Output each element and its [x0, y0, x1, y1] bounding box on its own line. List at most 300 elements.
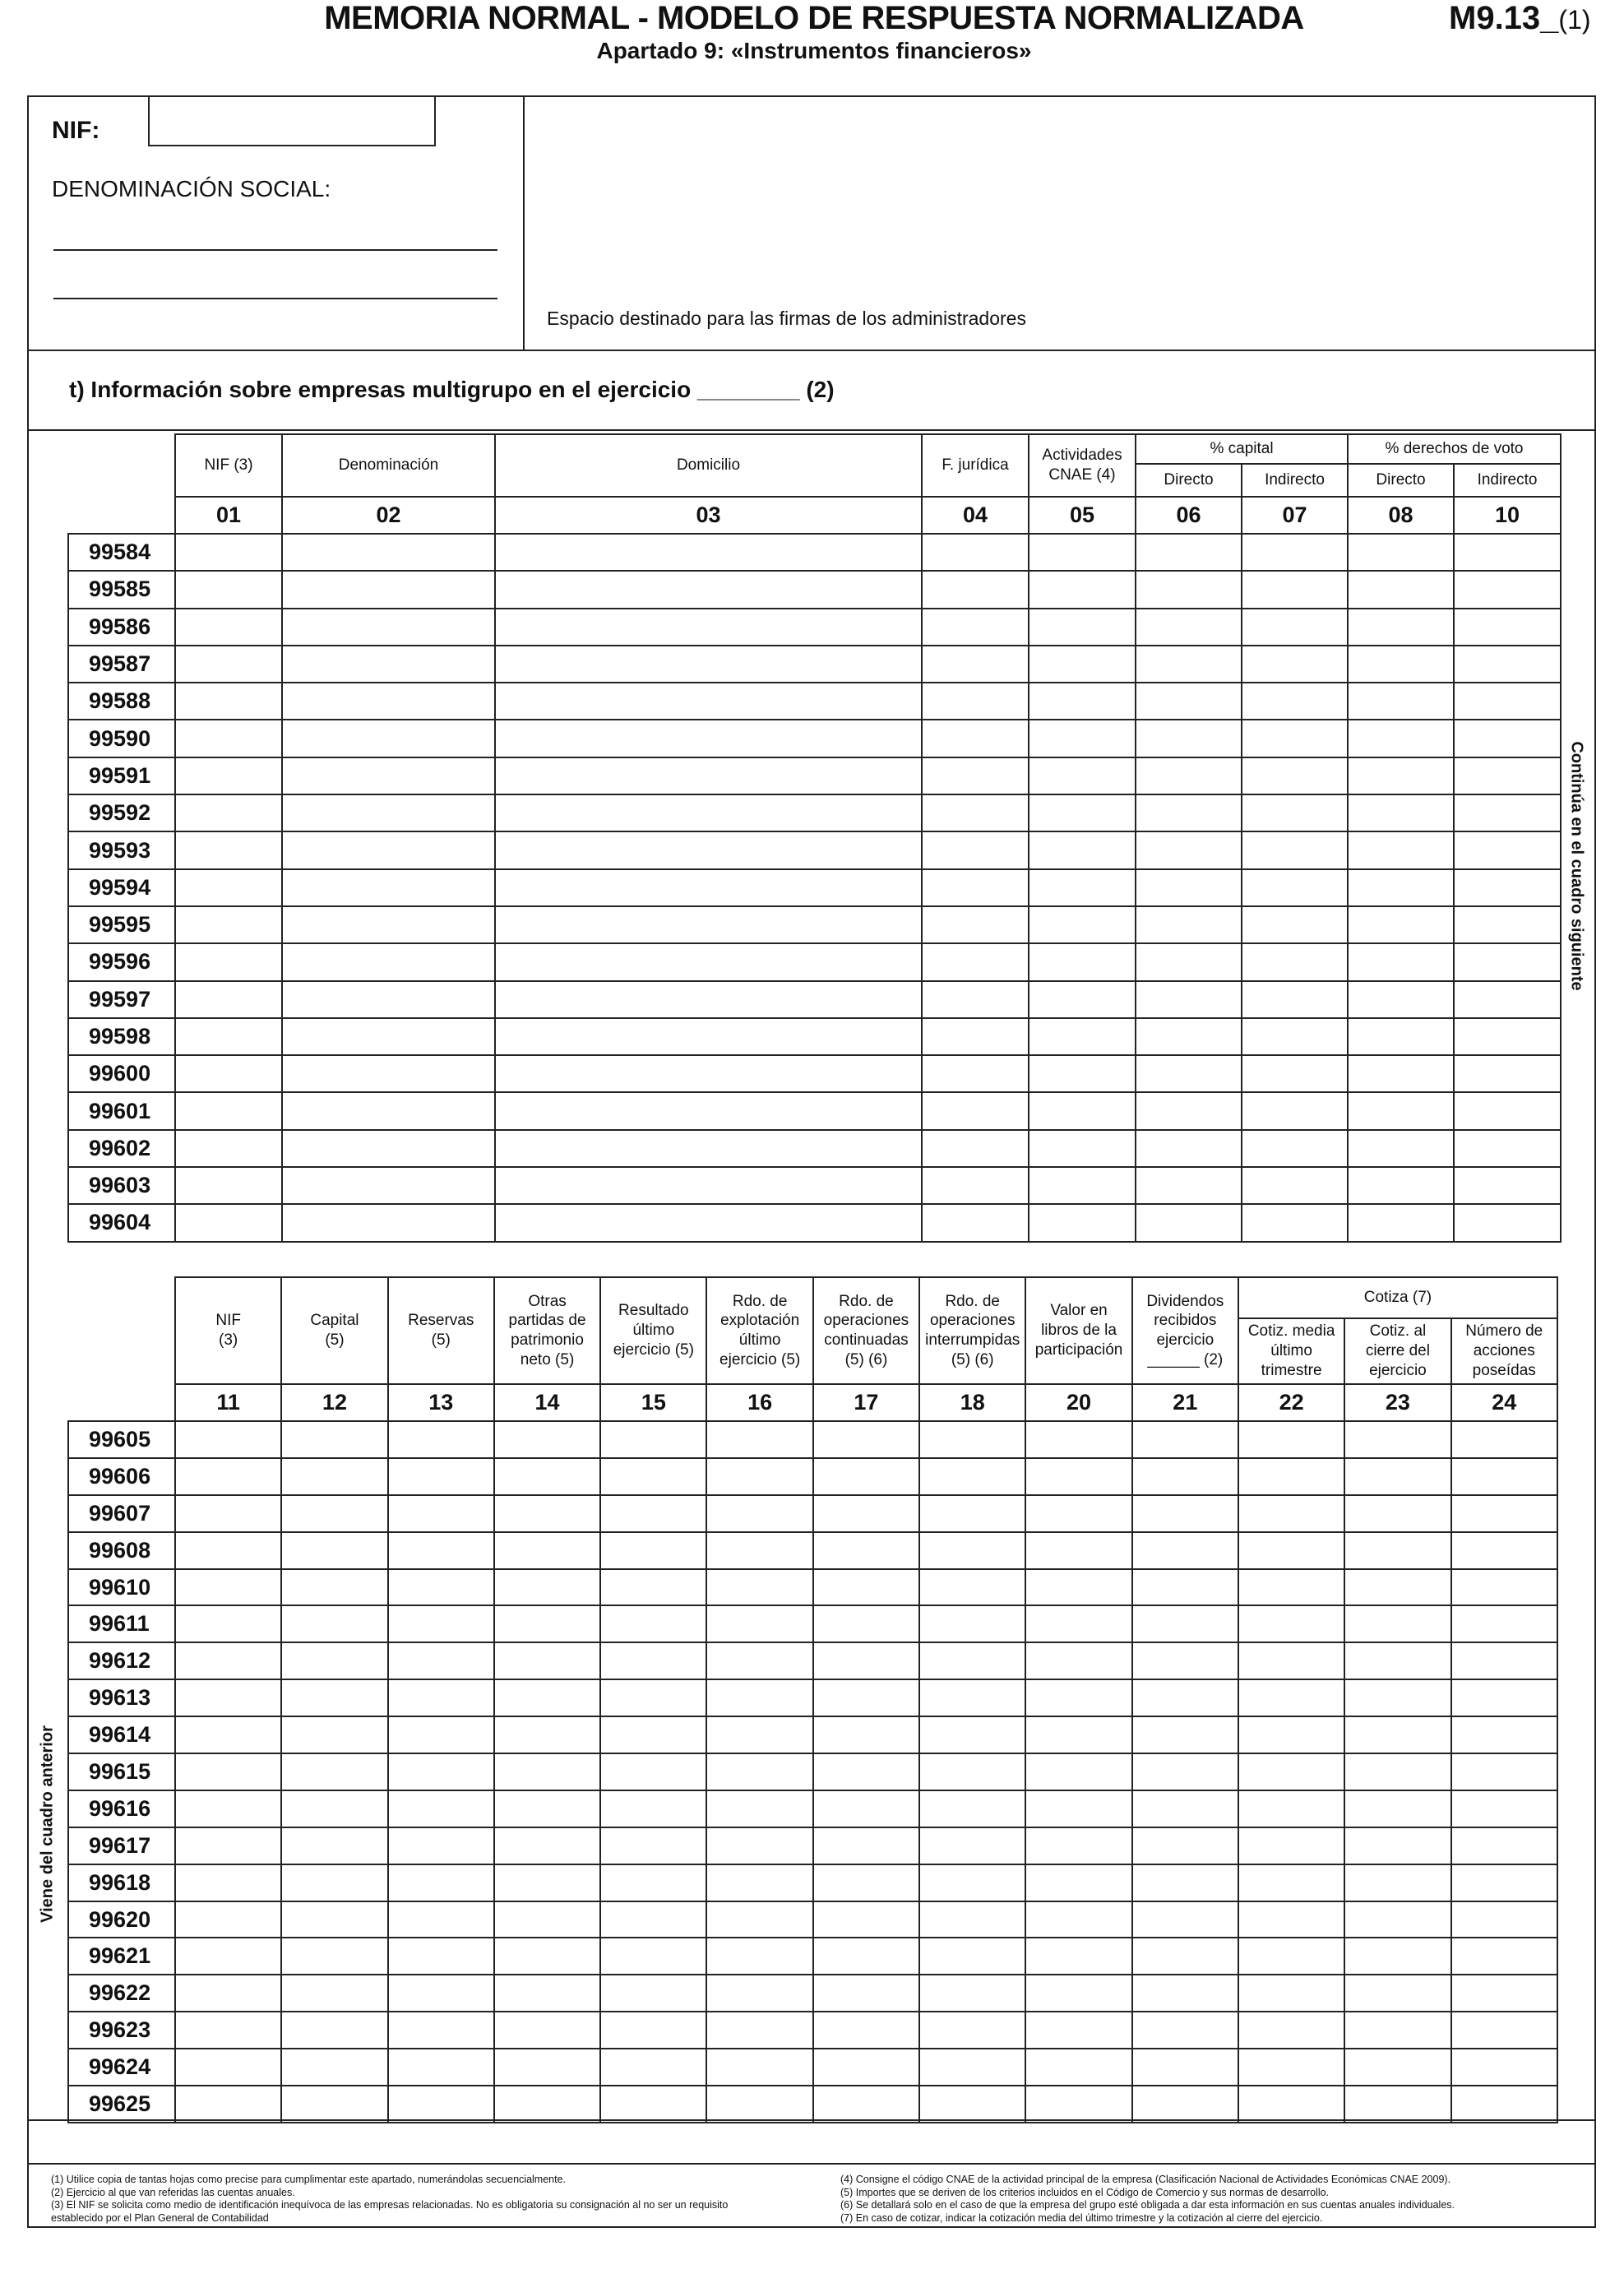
input-cell[interactable]	[1242, 534, 1348, 571]
input-cell[interactable]	[282, 1092, 495, 1129]
input-cell[interactable]	[175, 1204, 282, 1241]
input-cell[interactable]	[388, 1716, 494, 1753]
input-cell[interactable]	[1454, 794, 1561, 831]
input-cell[interactable]	[175, 831, 282, 868]
input-cell[interactable]	[1348, 571, 1454, 608]
input-cell[interactable]	[1238, 1753, 1344, 1790]
input-cell[interactable]	[922, 609, 1029, 646]
input-cell[interactable]	[813, 1532, 919, 1569]
input-cell[interactable]	[1136, 831, 1242, 868]
input-cell[interactable]	[1136, 1167, 1242, 1204]
input-cell[interactable]	[1242, 869, 1348, 906]
input-cell[interactable]	[175, 869, 282, 906]
input-cell[interactable]	[388, 1642, 494, 1679]
input-cell[interactable]	[494, 1938, 600, 1975]
input-cell[interactable]	[281, 1975, 387, 2012]
input-cell[interactable]	[813, 1975, 919, 2012]
input-cell[interactable]	[1132, 1495, 1238, 1532]
input-cell[interactable]	[495, 1167, 922, 1204]
input-cell[interactable]	[1136, 1130, 1242, 1167]
input-cell[interactable]	[175, 1018, 282, 1055]
input-cell[interactable]	[175, 683, 282, 720]
input-cell[interactable]	[922, 571, 1029, 608]
input-cell[interactable]	[706, 1790, 812, 1827]
input-cell[interactable]	[1344, 1421, 1450, 1458]
input-cell[interactable]	[1344, 1569, 1450, 1606]
input-cell[interactable]	[281, 1938, 387, 1975]
input-cell[interactable]	[282, 1204, 495, 1241]
input-cell[interactable]	[1344, 1605, 1450, 1642]
input-cell[interactable]	[600, 1679, 706, 1716]
input-cell[interactable]	[600, 1827, 706, 1864]
input-cell[interactable]	[175, 1130, 282, 1167]
input-cell[interactable]	[1242, 757, 1348, 794]
input-cell[interactable]	[175, 1569, 281, 1606]
input-cell[interactable]	[175, 1458, 281, 1495]
input-cell[interactable]	[1454, 646, 1561, 683]
input-cell[interactable]	[1348, 1018, 1454, 1055]
input-cell[interactable]	[282, 1055, 495, 1092]
input-cell[interactable]	[919, 1975, 1025, 2012]
input-cell[interactable]	[706, 1458, 812, 1495]
input-cell[interactable]	[1238, 1569, 1344, 1606]
input-cell[interactable]	[600, 1569, 706, 1606]
input-cell[interactable]	[1242, 1130, 1348, 1167]
input-cell[interactable]	[281, 2086, 387, 2123]
input-cell[interactable]	[1348, 720, 1454, 757]
input-cell[interactable]	[1238, 1532, 1344, 1569]
input-cell[interactable]	[919, 1458, 1025, 1495]
input-cell[interactable]	[494, 1569, 600, 1606]
input-cell[interactable]	[175, 1532, 281, 1569]
input-cell[interactable]	[495, 794, 922, 831]
input-cell[interactable]	[600, 1458, 706, 1495]
input-cell[interactable]	[1348, 646, 1454, 683]
input-cell[interactable]	[1451, 1901, 1557, 1938]
input-cell[interactable]	[281, 1679, 387, 1716]
input-cell[interactable]	[1136, 720, 1242, 757]
input-cell[interactable]	[1451, 1864, 1557, 1901]
input-cell[interactable]	[600, 1901, 706, 1938]
input-cell[interactable]	[1344, 1679, 1450, 1716]
input-cell[interactable]	[175, 1679, 281, 1716]
input-cell[interactable]	[1344, 1532, 1450, 1569]
input-cell[interactable]	[1344, 1458, 1450, 1495]
input-cell[interactable]	[1025, 1753, 1131, 1790]
input-cell[interactable]	[1451, 2012, 1557, 2049]
input-cell[interactable]	[922, 1204, 1029, 1241]
input-cell[interactable]	[813, 1864, 919, 1901]
input-cell[interactable]	[175, 720, 282, 757]
input-cell[interactable]	[1029, 534, 1136, 571]
input-cell[interactable]	[1029, 571, 1136, 608]
input-cell[interactable]	[1136, 1204, 1242, 1241]
input-cell[interactable]	[1238, 1679, 1344, 1716]
input-cell[interactable]	[1136, 906, 1242, 943]
input-cell[interactable]	[1348, 609, 1454, 646]
input-cell[interactable]	[922, 794, 1029, 831]
input-cell[interactable]	[1132, 1421, 1238, 1458]
input-cell[interactable]	[494, 1716, 600, 1753]
input-cell[interactable]	[1348, 981, 1454, 1018]
input-cell[interactable]	[388, 1679, 494, 1716]
input-cell[interactable]	[1029, 831, 1136, 868]
input-cell[interactable]	[1025, 1458, 1131, 1495]
input-cell[interactable]	[494, 1458, 600, 1495]
input-cell[interactable]	[813, 2086, 919, 2123]
input-cell[interactable]	[1454, 683, 1561, 720]
input-cell[interactable]	[1454, 981, 1561, 1018]
input-cell[interactable]	[919, 2086, 1025, 2123]
input-cell[interactable]	[1029, 646, 1136, 683]
input-cell[interactable]	[919, 1532, 1025, 1569]
input-cell[interactable]	[919, 1938, 1025, 1975]
input-cell[interactable]	[175, 2086, 281, 2123]
input-cell[interactable]	[175, 1790, 281, 1827]
input-cell[interactable]	[922, 1055, 1029, 1092]
input-cell[interactable]	[282, 720, 495, 757]
input-cell[interactable]	[1025, 2012, 1131, 2049]
input-cell[interactable]	[1029, 720, 1136, 757]
input-cell[interactable]	[495, 943, 922, 980]
input-cell[interactable]	[1454, 720, 1561, 757]
input-cell[interactable]	[175, 1827, 281, 1864]
input-cell[interactable]	[281, 1532, 387, 1569]
input-cell[interactable]	[388, 1938, 494, 1975]
input-cell[interactable]	[1242, 683, 1348, 720]
input-cell[interactable]	[1132, 1790, 1238, 1827]
input-cell[interactable]	[494, 2049, 600, 2086]
input-cell[interactable]	[813, 1421, 919, 1458]
input-cell[interactable]	[1344, 1938, 1450, 1975]
input-cell[interactable]	[813, 1605, 919, 1642]
input-cell[interactable]	[1344, 1901, 1450, 1938]
input-cell[interactable]	[495, 869, 922, 906]
input-cell[interactable]	[922, 943, 1029, 980]
input-cell[interactable]	[175, 1055, 282, 1092]
input-cell[interactable]	[282, 1130, 495, 1167]
input-cell[interactable]	[600, 1975, 706, 2012]
input-cell[interactable]	[494, 1532, 600, 1569]
input-cell[interactable]	[495, 571, 922, 608]
input-cell[interactable]	[388, 1495, 494, 1532]
input-cell[interactable]	[388, 1901, 494, 1938]
input-cell[interactable]	[281, 2049, 387, 2086]
input-cell[interactable]	[1242, 609, 1348, 646]
input-cell[interactable]	[1238, 1642, 1344, 1679]
input-cell[interactable]	[706, 1716, 812, 1753]
input-cell[interactable]	[922, 1092, 1029, 1129]
input-cell[interactable]	[175, 2049, 281, 2086]
input-cell[interactable]	[1132, 1716, 1238, 1753]
input-cell[interactable]	[1132, 1753, 1238, 1790]
input-cell[interactable]	[1029, 1055, 1136, 1092]
input-cell[interactable]	[1451, 2049, 1557, 2086]
input-cell[interactable]	[813, 1569, 919, 1606]
input-cell[interactable]	[919, 1569, 1025, 1606]
input-cell[interactable]	[1025, 2086, 1131, 2123]
input-cell[interactable]	[1454, 831, 1561, 868]
input-cell[interactable]	[1242, 1167, 1348, 1204]
input-cell[interactable]	[175, 1421, 281, 1458]
input-cell[interactable]	[175, 1092, 282, 1129]
input-cell[interactable]	[600, 1864, 706, 1901]
input-cell[interactable]	[706, 1532, 812, 1569]
input-cell[interactable]	[494, 1901, 600, 1938]
input-cell[interactable]	[1454, 1204, 1561, 1241]
input-cell[interactable]	[175, 794, 282, 831]
input-cell[interactable]	[282, 794, 495, 831]
input-cell[interactable]	[1451, 1827, 1557, 1864]
input-cell[interactable]	[1348, 869, 1454, 906]
input-cell[interactable]	[922, 1130, 1029, 1167]
input-cell[interactable]	[1454, 571, 1561, 608]
input-cell[interactable]	[706, 1642, 812, 1679]
input-cell[interactable]	[922, 683, 1029, 720]
input-cell[interactable]	[494, 1605, 600, 1642]
input-cell[interactable]	[175, 1495, 281, 1532]
input-cell[interactable]	[1132, 2012, 1238, 2049]
input-cell[interactable]	[1348, 683, 1454, 720]
input-cell[interactable]	[706, 1827, 812, 1864]
input-cell[interactable]	[1348, 1130, 1454, 1167]
input-cell[interactable]	[281, 1605, 387, 1642]
input-cell[interactable]	[281, 1716, 387, 1753]
input-cell[interactable]	[281, 1753, 387, 1790]
input-cell[interactable]	[1136, 794, 1242, 831]
input-cell[interactable]	[1132, 1605, 1238, 1642]
input-cell[interactable]	[1136, 534, 1242, 571]
input-cell[interactable]	[1029, 869, 1136, 906]
input-cell[interactable]	[281, 1864, 387, 1901]
input-cell[interactable]	[282, 943, 495, 980]
denominacion-line-2[interactable]	[53, 298, 497, 299]
input-cell[interactable]	[1238, 1864, 1344, 1901]
input-cell[interactable]	[1136, 683, 1242, 720]
input-cell[interactable]	[1025, 1642, 1131, 1679]
input-cell[interactable]	[1451, 1975, 1557, 2012]
input-cell[interactable]	[919, 1901, 1025, 1938]
input-cell[interactable]	[495, 683, 922, 720]
input-cell[interactable]	[175, 1938, 281, 1975]
input-cell[interactable]	[919, 2012, 1025, 2049]
input-cell[interactable]	[922, 646, 1029, 683]
input-cell[interactable]	[922, 869, 1029, 906]
input-cell[interactable]	[1238, 1716, 1344, 1753]
input-cell[interactable]	[1451, 1938, 1557, 1975]
input-cell[interactable]	[175, 943, 282, 980]
input-cell[interactable]	[1242, 831, 1348, 868]
input-cell[interactable]	[495, 646, 922, 683]
input-cell[interactable]	[922, 981, 1029, 1018]
input-cell[interactable]	[919, 2049, 1025, 2086]
input-cell[interactable]	[600, 1716, 706, 1753]
input-cell[interactable]	[813, 1458, 919, 1495]
input-cell[interactable]	[600, 1938, 706, 1975]
input-cell[interactable]	[813, 1716, 919, 1753]
input-cell[interactable]	[495, 720, 922, 757]
input-cell[interactable]	[1451, 1532, 1557, 1569]
input-cell[interactable]	[1029, 906, 1136, 943]
input-cell[interactable]	[281, 1790, 387, 1827]
input-cell[interactable]	[281, 1901, 387, 1938]
input-cell[interactable]	[495, 1130, 922, 1167]
input-cell[interactable]	[281, 1569, 387, 1606]
input-cell[interactable]	[813, 1753, 919, 1790]
input-cell[interactable]	[813, 1495, 919, 1532]
input-cell[interactable]	[1344, 1495, 1450, 1532]
input-cell[interactable]	[1344, 1753, 1450, 1790]
input-cell[interactable]	[1348, 794, 1454, 831]
input-cell[interactable]	[813, 1827, 919, 1864]
input-cell[interactable]	[600, 1605, 706, 1642]
input-cell[interactable]	[494, 1421, 600, 1458]
input-cell[interactable]	[1136, 1018, 1242, 1055]
input-cell[interactable]	[813, 2012, 919, 2049]
input-cell[interactable]	[494, 1753, 600, 1790]
input-cell[interactable]	[600, 2049, 706, 2086]
input-cell[interactable]	[1454, 1130, 1561, 1167]
input-cell[interactable]	[494, 1679, 600, 1716]
input-cell[interactable]	[175, 609, 282, 646]
input-cell[interactable]	[1136, 609, 1242, 646]
input-cell[interactable]	[1454, 757, 1561, 794]
input-cell[interactable]	[922, 906, 1029, 943]
input-cell[interactable]	[1238, 1605, 1344, 1642]
input-cell[interactable]	[1454, 943, 1561, 980]
input-cell[interactable]	[1242, 571, 1348, 608]
input-cell[interactable]	[919, 1421, 1025, 1458]
input-cell[interactable]	[1025, 1790, 1131, 1827]
input-cell[interactable]	[1136, 646, 1242, 683]
input-cell[interactable]	[1242, 981, 1348, 1018]
input-cell[interactable]	[1344, 1827, 1450, 1864]
input-cell[interactable]	[388, 2012, 494, 2049]
input-cell[interactable]	[1136, 571, 1242, 608]
input-cell[interactable]	[1025, 1605, 1131, 1642]
input-cell[interactable]	[1025, 1421, 1131, 1458]
input-cell[interactable]	[1454, 906, 1561, 943]
input-cell[interactable]	[813, 1790, 919, 1827]
input-cell[interactable]	[600, 1495, 706, 1532]
input-cell[interactable]	[1348, 943, 1454, 980]
input-cell[interactable]	[175, 1716, 281, 1753]
input-cell[interactable]	[175, 1605, 281, 1642]
input-cell[interactable]	[1454, 1055, 1561, 1092]
input-cell[interactable]	[1454, 869, 1561, 906]
input-cell[interactable]	[922, 831, 1029, 868]
input-cell[interactable]	[1238, 1495, 1344, 1532]
input-cell[interactable]	[494, 1642, 600, 1679]
input-cell[interactable]	[1029, 609, 1136, 646]
input-cell[interactable]	[1348, 534, 1454, 571]
input-cell[interactable]	[813, 1901, 919, 1938]
input-cell[interactable]	[1238, 1790, 1344, 1827]
input-cell[interactable]	[495, 1055, 922, 1092]
input-cell[interactable]	[813, 2049, 919, 2086]
input-cell[interactable]	[706, 2049, 812, 2086]
input-cell[interactable]	[1451, 1421, 1557, 1458]
input-cell[interactable]	[175, 1642, 281, 1679]
input-cell[interactable]	[1238, 2086, 1344, 2123]
input-cell[interactable]	[282, 757, 495, 794]
input-cell[interactable]	[494, 1975, 600, 2012]
input-cell[interactable]	[1025, 1864, 1131, 1901]
input-cell[interactable]	[706, 1938, 812, 1975]
input-cell[interactable]	[1136, 1055, 1242, 1092]
input-cell[interactable]	[919, 1790, 1025, 1827]
input-cell[interactable]	[706, 2012, 812, 2049]
input-cell[interactable]	[175, 646, 282, 683]
input-cell[interactable]	[1029, 943, 1136, 980]
input-cell[interactable]	[600, 1421, 706, 1458]
input-cell[interactable]	[281, 1458, 387, 1495]
input-cell[interactable]	[175, 1901, 281, 1938]
input-cell[interactable]	[1238, 1975, 1344, 2012]
input-cell[interactable]	[494, 2012, 600, 2049]
input-cell[interactable]	[1029, 1204, 1136, 1241]
input-cell[interactable]	[1136, 981, 1242, 1018]
input-cell[interactable]	[1344, 2049, 1450, 2086]
input-cell[interactable]	[1348, 1204, 1454, 1241]
input-cell[interactable]	[600, 1790, 706, 1827]
input-cell[interactable]	[1344, 1864, 1450, 1901]
input-cell[interactable]	[388, 1827, 494, 1864]
input-cell[interactable]	[388, 2049, 494, 2086]
input-cell[interactable]	[706, 2086, 812, 2123]
input-cell[interactable]	[1029, 1018, 1136, 1055]
input-cell[interactable]	[919, 1642, 1025, 1679]
input-cell[interactable]	[1132, 2086, 1238, 2123]
input-cell[interactable]	[1136, 869, 1242, 906]
input-cell[interactable]	[1025, 1716, 1131, 1753]
input-cell[interactable]	[600, 1532, 706, 1569]
input-cell[interactable]	[282, 609, 495, 646]
input-cell[interactable]	[1025, 1901, 1131, 1938]
input-cell[interactable]	[1348, 1055, 1454, 1092]
input-cell[interactable]	[706, 1864, 812, 1901]
input-cell[interactable]	[1132, 1532, 1238, 1569]
input-cell[interactable]	[600, 2086, 706, 2123]
input-cell[interactable]	[1454, 1167, 1561, 1204]
input-cell[interactable]	[600, 1642, 706, 1679]
input-cell[interactable]	[175, 1167, 282, 1204]
input-cell[interactable]	[1348, 1092, 1454, 1129]
input-cell[interactable]	[706, 1753, 812, 1790]
input-cell[interactable]	[1132, 1975, 1238, 2012]
input-cell[interactable]	[1242, 943, 1348, 980]
input-cell[interactable]	[495, 534, 922, 571]
input-cell[interactable]	[495, 609, 922, 646]
input-cell[interactable]	[495, 831, 922, 868]
input-cell[interactable]	[1025, 2049, 1131, 2086]
input-cell[interactable]	[1344, 1642, 1450, 1679]
input-cell[interactable]	[1238, 1458, 1344, 1495]
input-cell[interactable]	[282, 906, 495, 943]
input-cell[interactable]	[919, 1605, 1025, 1642]
input-cell[interactable]	[1451, 1753, 1557, 1790]
input-cell[interactable]	[282, 534, 495, 571]
input-cell[interactable]	[175, 1753, 281, 1790]
input-cell[interactable]	[1344, 1975, 1450, 2012]
input-cell[interactable]	[1344, 1716, 1450, 1753]
input-cell[interactable]	[1025, 1495, 1131, 1532]
input-cell[interactable]	[1238, 2049, 1344, 2086]
input-cell[interactable]	[281, 1421, 387, 1458]
input-cell[interactable]	[813, 1679, 919, 1716]
input-cell[interactable]	[388, 1864, 494, 1901]
input-cell[interactable]	[1238, 1421, 1344, 1458]
